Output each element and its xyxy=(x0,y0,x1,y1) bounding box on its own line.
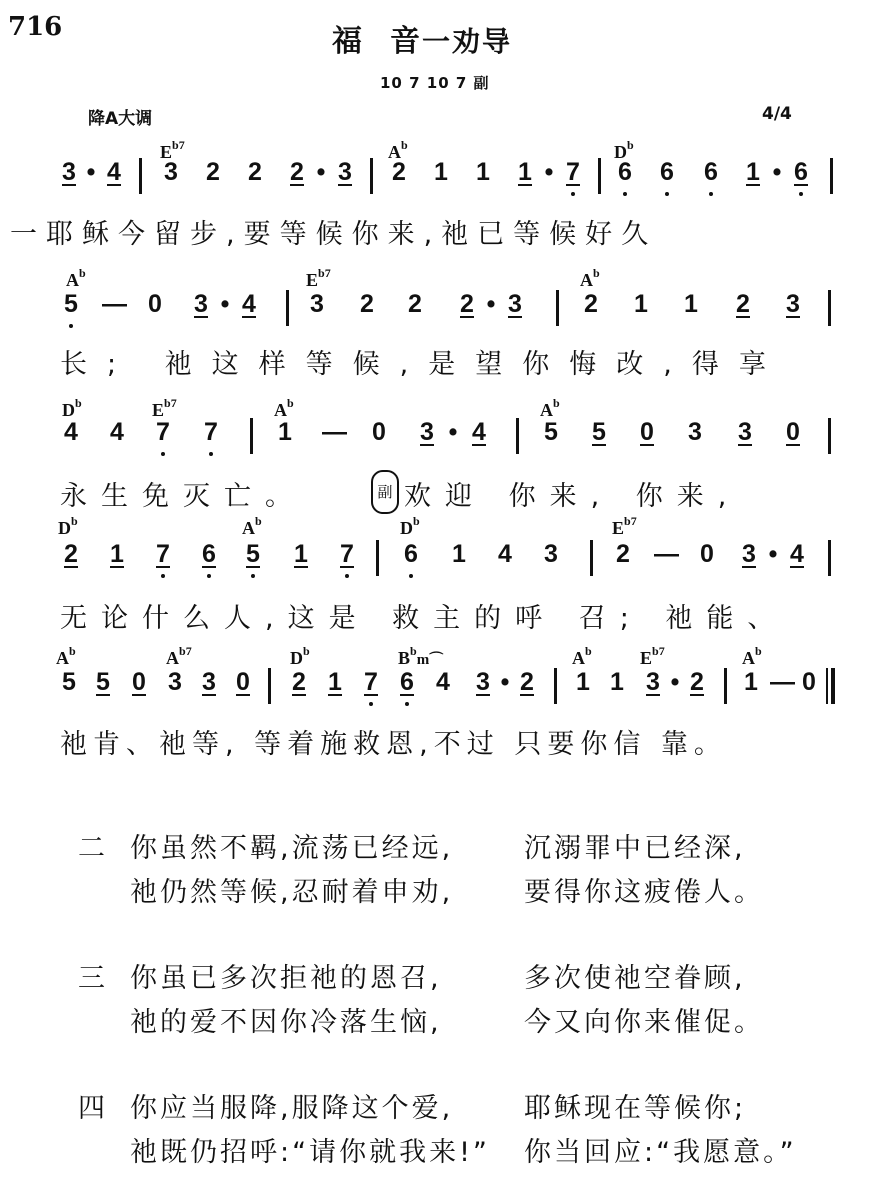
note: 2 xyxy=(286,158,308,187)
chord-db: $D^b$ xyxy=(290,644,310,668)
barline xyxy=(139,158,142,194)
meter-label: 10 7 10 7 副 xyxy=(380,74,490,92)
verse-line: 你虽然不羁,流荡已经远, xyxy=(130,833,454,864)
note: 4 xyxy=(498,540,512,568)
lyric-line-3b: 欢迎 你来, 你来, xyxy=(404,481,741,512)
barline xyxy=(830,158,833,194)
note: 3 xyxy=(734,418,756,447)
note: 2 xyxy=(360,290,374,318)
note: 1 xyxy=(684,290,698,318)
verse-line: 祂仍然等候,忍耐着申劝, xyxy=(130,877,454,908)
key-signature: 降A大调 xyxy=(88,109,153,129)
lyric-line-1: 一耶稣今留步,要等候你来,祂已等候好久 xyxy=(10,219,658,250)
verse-line: 沉溺罪中已经深, xyxy=(524,833,746,864)
barline xyxy=(590,540,593,576)
note: 2 xyxy=(686,668,708,697)
note: 3 xyxy=(310,290,324,318)
note: 3 xyxy=(642,668,664,697)
note: 2 xyxy=(392,158,406,186)
chord-db: $D^b$ xyxy=(614,138,634,162)
verse-number: 四 xyxy=(78,1093,105,1124)
note: 1 xyxy=(290,540,312,569)
note: 7 xyxy=(360,668,382,697)
barline xyxy=(516,418,519,454)
verse-line: 你当回应:“我愿意。” xyxy=(524,1137,797,1168)
verse-line: 你应当服降,服降这个爱, xyxy=(130,1093,454,1124)
note: 0 xyxy=(148,290,162,318)
note: 2 xyxy=(60,540,82,569)
chord-eb7: $E^{b7}$ xyxy=(306,266,331,290)
note: 3 xyxy=(416,418,438,447)
note-dot: • xyxy=(220,290,230,318)
note: 2 xyxy=(516,668,538,697)
note: 2 xyxy=(456,290,478,319)
chord-ab: $A^b$ xyxy=(274,396,294,420)
note: 1 xyxy=(434,158,448,186)
note: 6 xyxy=(198,540,220,569)
note-dash: — xyxy=(102,290,127,318)
note: 4 xyxy=(110,418,124,446)
chord-ab: $A^b$ xyxy=(388,138,408,162)
lyric-line-5: 祂肯、祂等, 等着施救恩,不过 只要你信 靠。 xyxy=(60,729,727,760)
chord-ab: $A^b$ xyxy=(742,644,762,668)
note: 6 xyxy=(400,540,422,569)
chord-eb7: $E^{b7}$ xyxy=(640,644,665,668)
chord-ab: $A^b$ xyxy=(66,266,86,290)
hymn-title xyxy=(332,16,512,60)
chord-ab7: $A^{b7}$ xyxy=(166,644,192,668)
lyric-line-3: 永生免灭亡。 xyxy=(60,481,306,512)
note-dot: • xyxy=(486,290,496,318)
note-dot: • xyxy=(772,158,782,186)
note: 2 xyxy=(732,290,754,319)
verse-line: 要得你这疲倦人。 xyxy=(524,877,764,908)
barline xyxy=(598,158,601,194)
note: 1 xyxy=(452,540,466,568)
note-dash: — xyxy=(322,418,347,446)
note-dash: — xyxy=(770,668,795,696)
note: 7 xyxy=(562,158,584,187)
note: 6 xyxy=(656,158,678,187)
time-signature: 4/4 xyxy=(762,104,792,124)
note: 3 xyxy=(782,290,804,319)
note: 0 xyxy=(636,418,658,447)
chord-ab: $A^b$ xyxy=(572,644,592,668)
note: 4 xyxy=(238,290,260,319)
chord-db: $D^b$ xyxy=(400,514,420,538)
note: 0 xyxy=(782,418,804,447)
verse-line: 祂既仍招呼:“请你就我来!” xyxy=(130,1137,490,1168)
note: 7 xyxy=(152,418,174,447)
barline xyxy=(376,540,379,576)
chord-eb7: $E^{b7}$ xyxy=(152,396,177,420)
note: 2 xyxy=(206,158,220,186)
chord-ab: $A^b$ xyxy=(56,644,76,668)
note: 5 xyxy=(544,418,558,446)
verse-line: 耶稣现在等候你; xyxy=(524,1093,747,1124)
chord-bbm: $B^bm⌒$ xyxy=(398,644,444,668)
barline xyxy=(250,418,253,454)
note: 2 xyxy=(288,668,310,697)
note-dot: • xyxy=(86,158,96,186)
note: 4 xyxy=(786,540,808,569)
note: 1 xyxy=(106,540,128,569)
note: 6 xyxy=(790,158,812,187)
barline xyxy=(554,668,557,704)
note: 3 xyxy=(504,290,526,319)
note: 7 xyxy=(336,540,358,569)
title-subtitle: 一劝导 xyxy=(422,25,513,58)
note: 1 xyxy=(576,668,590,696)
verse-line: 多次使祂空眷顾, xyxy=(524,963,746,994)
note: 6 xyxy=(614,158,636,187)
note-dash: — xyxy=(654,540,679,568)
note-dot: • xyxy=(544,158,554,186)
note: 1 xyxy=(610,668,624,696)
chord-eb7: $E^{b7}$ xyxy=(160,138,185,162)
note: 3 xyxy=(164,158,178,186)
lyric-line-4: 无论什么人,这是 救主的呼 召; 祂能、 xyxy=(60,603,789,634)
barline xyxy=(286,290,289,326)
note: 2 xyxy=(616,540,630,568)
note: 1 xyxy=(324,668,346,697)
lyric-line-2: 长; 祂这样等候,是望你悔改,得享 xyxy=(60,349,786,380)
note: 3 xyxy=(168,668,182,696)
note: 4 xyxy=(468,418,490,447)
note: 1 xyxy=(514,158,536,187)
note: 3 xyxy=(58,158,80,187)
note: 3 xyxy=(472,668,494,697)
barline xyxy=(828,540,831,576)
note: 6 xyxy=(396,668,418,697)
note: 3 xyxy=(544,540,558,568)
note: 4 xyxy=(64,418,78,446)
verse-line: 今又向你来催促。 xyxy=(524,1007,764,1038)
note-dot: • xyxy=(448,418,458,446)
note: 1 xyxy=(742,158,764,187)
note: 1 xyxy=(634,290,648,318)
note: 0 xyxy=(372,418,386,446)
note: 5 xyxy=(92,668,114,697)
note: 2 xyxy=(408,290,422,318)
note: 1 xyxy=(278,418,292,446)
verse-number: 三 xyxy=(78,963,105,994)
note: 0 xyxy=(802,668,816,696)
note: 0 xyxy=(232,668,254,697)
verse-line: 祂的爱不因你冷落生恼, xyxy=(130,1007,442,1038)
fermata-icon: ⌒ xyxy=(429,653,444,668)
note: 3 xyxy=(334,158,356,187)
note: 4 xyxy=(436,668,450,696)
note: 3 xyxy=(190,290,212,319)
note: 3 xyxy=(688,418,702,446)
note: 2 xyxy=(248,158,262,186)
chord-ab: $A^b$ xyxy=(242,514,262,538)
note: 0 xyxy=(700,540,714,568)
note: 3 xyxy=(198,668,220,697)
final-barline-thick xyxy=(831,668,835,704)
title-char-2: 音 xyxy=(390,24,422,59)
note: 5 xyxy=(60,290,82,319)
chord-eb7: $E^{b7}$ xyxy=(612,514,637,538)
note-dot: • xyxy=(500,668,510,696)
barline xyxy=(828,418,831,454)
verse-number: 二 xyxy=(78,833,105,864)
note: 7 xyxy=(152,540,174,569)
note: 5 xyxy=(242,540,264,569)
note-dot: • xyxy=(768,540,778,568)
note: 4 xyxy=(103,158,125,187)
chord-db: $D^b$ xyxy=(58,514,78,538)
note-dot: • xyxy=(316,158,326,186)
note: 5 xyxy=(588,418,610,447)
barline xyxy=(556,290,559,326)
note: 0 xyxy=(128,668,150,697)
title-char-1: 福 xyxy=(332,24,364,59)
note: 2 xyxy=(584,290,598,318)
note: 7 xyxy=(200,418,222,447)
page-number: 716 xyxy=(8,12,63,42)
barline xyxy=(370,158,373,194)
chord-ab: $A^b$ xyxy=(540,396,560,420)
barline xyxy=(724,668,727,704)
note: 1 xyxy=(744,668,758,696)
refrain-mark: 副 xyxy=(371,470,399,514)
chord-ab: $A^b$ xyxy=(580,266,600,290)
final-barline-thin xyxy=(826,668,828,704)
note-dot: • xyxy=(670,668,680,696)
verse-line: 你虽已多次拒祂的恩召, xyxy=(130,963,442,994)
note: 5 xyxy=(62,668,76,696)
note: 1 xyxy=(476,158,490,186)
note: 6 xyxy=(700,158,722,187)
note: 3 xyxy=(738,540,760,569)
chord-db: $D^b$ xyxy=(62,396,82,420)
barline xyxy=(828,290,831,326)
barline xyxy=(268,668,271,704)
